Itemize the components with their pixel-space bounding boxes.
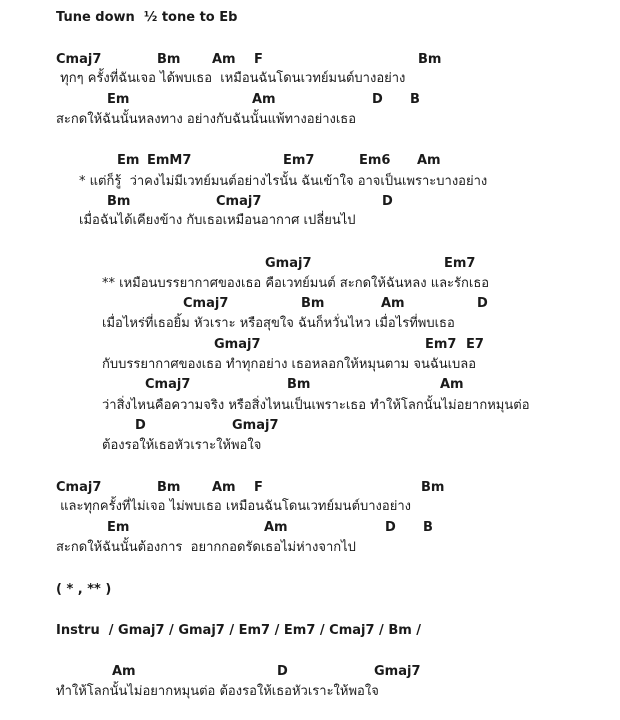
chord-label: D bbox=[372, 92, 383, 107]
lyric-line: ทำให้โลกนั้นไม่อยากหมุนต่อ ต้องรอให้เธอหัวเราะให้พอใจ bbox=[56, 684, 379, 699]
chord-label: B bbox=[410, 92, 420, 107]
chord-label: Em bbox=[117, 153, 140, 168]
chord-label: Am bbox=[212, 52, 236, 67]
lyric-line: ว่าสิ่งไหนคือความจริง หรือสิ่งไหนเป็นเพราะเธอ ทำให้โลกนั้นไม่อยากหมุนต่อ bbox=[102, 398, 530, 413]
chord-label: Bm bbox=[107, 194, 131, 209]
lyric-line: สะกดให้ฉันนั้นต้องการ อยากกอดรัดเธอไม่ห่างจากไป bbox=[56, 540, 356, 555]
chord-label: Bm bbox=[301, 296, 325, 311]
chord-label: Cmaj7 bbox=[183, 296, 229, 311]
chord-label: F bbox=[254, 52, 263, 67]
chord-label: Am bbox=[381, 296, 405, 311]
chord-label: Cmaj7 bbox=[56, 480, 102, 495]
chord-label: Gmaj7 bbox=[232, 418, 279, 433]
lyric-line: * แต่ก็รู้ ว่าคงไม่มีเวทย์มนต์อย่างไรนั้น ฉันเข้าใจ อาจเป็นเพราะบางอย่าง bbox=[79, 174, 488, 189]
lyric-line: เมื่อไหร่ที่เธอยิ้ม หัวเราะ หรือสุขใจ ฉันก็หวั่นไหว เมื่อไรที่พบเธอ bbox=[102, 316, 455, 331]
chord-label: D bbox=[277, 664, 288, 679]
chord-label: D bbox=[385, 520, 396, 535]
chord-label: Am bbox=[417, 153, 441, 168]
chord-label: D bbox=[135, 418, 146, 433]
chord-label: Bm bbox=[418, 52, 442, 67]
chord-label: Am bbox=[112, 664, 136, 679]
chord-label: D bbox=[382, 194, 393, 209]
lyric-line: สะกดให้ฉันนั้นหลงทาง อย่างกับฉันนั้นแพ้ทางอย่างเธอ bbox=[56, 112, 357, 127]
chord-label: E7 bbox=[466, 337, 484, 352]
chord-label: Bm bbox=[157, 480, 181, 495]
repeat-marker: ( * , ** ) bbox=[56, 582, 112, 597]
chord-label: Am bbox=[264, 520, 288, 535]
chord-label: Cmaj7 bbox=[56, 52, 102, 67]
lyric-line: เมื่อฉันได้เคียงข้าง กับเธอเหมือนอากาศ เปลี่ยนไป bbox=[79, 213, 356, 228]
chord-label: Am bbox=[252, 92, 276, 107]
chord-label: Am bbox=[440, 377, 464, 392]
chord-label: Bm bbox=[421, 480, 445, 495]
instrumental-line: Instru / Gmaj7 / Gmaj7 / Em7 / Em7 / Cmaj7 / Bm / bbox=[56, 623, 422, 638]
chord-label: B bbox=[423, 520, 433, 535]
chord-label: Gmaj7 bbox=[374, 664, 421, 679]
chord-label: Em7 bbox=[283, 153, 315, 168]
chord-label: Am bbox=[212, 480, 236, 495]
chord-label: Cmaj7 bbox=[216, 194, 262, 209]
chord-label: Bm bbox=[287, 377, 311, 392]
chord-label: D bbox=[477, 296, 488, 311]
chord-label: Em7 bbox=[444, 256, 476, 271]
chord-label: Em bbox=[107, 520, 130, 535]
chord-label: F bbox=[254, 480, 263, 495]
chord-label: Em6 bbox=[359, 153, 391, 168]
chord-label: Em7 bbox=[425, 337, 457, 352]
tuning-note: Tune down ½ tone to Eb bbox=[56, 10, 238, 25]
chord-label: Gmaj7 bbox=[265, 256, 312, 271]
lyric-line: ต้องรอให้เธอหัวเราะให้พอใจ bbox=[102, 438, 262, 453]
lyric-line: กับบรรยากาศของเธอ ทำทุกอย่าง เธอหลอกให้หมุนตาม จนฉันเบลอ bbox=[102, 357, 477, 372]
lyric-line: ** เหมือนบรรยากาศของเธอ คือเวทย์มนต์ สะกดให้ฉันหลง และรักเธอ bbox=[102, 276, 490, 291]
lyric-line: ทุกๆ ครั้งที่ฉันเจอ ได้พบเธอ เหมือนฉันโดนเวทย์มนต์บางอย่าง bbox=[56, 71, 406, 86]
chord-label: EmM7 bbox=[147, 153, 192, 168]
chord-label: Gmaj7 bbox=[214, 337, 261, 352]
lyric-line: และทุกครั้งที่ไม่เจอ ไม่พบเธอ เหมือนฉันโดนเวทย์มนต์บางอย่าง bbox=[56, 499, 411, 514]
chord-label: Bm bbox=[157, 52, 181, 67]
chord-label: Em bbox=[107, 92, 130, 107]
chord-label: Cmaj7 bbox=[145, 377, 191, 392]
